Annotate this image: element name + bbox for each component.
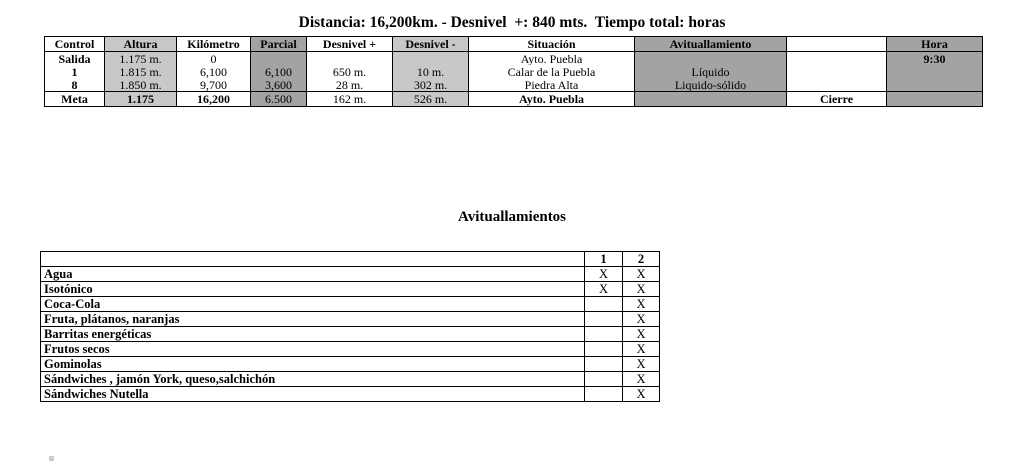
cell-situacion: Calar de la Puebla — [469, 65, 635, 78]
cell-situacion: Ayto. Puebla — [469, 92, 635, 107]
cell-situacion: Piedra Alta — [469, 78, 635, 92]
cell-altura: 1.850 m. — [105, 78, 177, 92]
supply-name: Gominolas — [41, 357, 585, 372]
cell-hora: 9:30 — [887, 52, 983, 66]
supply-name: Sándwiches Nutella — [41, 387, 585, 402]
list-item — [41, 342, 660, 357]
header-kilometro: Kilómetro — [177, 37, 251, 52]
list-item — [41, 327, 660, 342]
supply-name: Frutos secos — [41, 342, 585, 357]
cell-desnivel-neg — [393, 52, 469, 66]
list-item — [41, 387, 660, 402]
supply-mark-2: X — [623, 327, 660, 342]
table-row — [45, 52, 983, 66]
cell-control: Meta — [45, 92, 105, 107]
header-parcial: Parcial — [251, 37, 307, 52]
cell-altura: 1.175 m. — [105, 52, 177, 66]
cell-desnivel-pos — [307, 52, 393, 66]
header-altura: Altura — [105, 37, 177, 52]
supplies-header-col-2: 2 — [623, 252, 660, 267]
supply-mark-2: X — [623, 342, 660, 357]
supply-mark-1 — [585, 342, 623, 357]
cell-extra — [787, 52, 887, 66]
cell-kilometro: 6,100 — [177, 65, 251, 78]
cell-desnivel-pos: 650 m. — [307, 65, 393, 78]
route-header-row — [45, 37, 983, 52]
supply-mark-1 — [585, 297, 623, 312]
cell-parcial: 3,600 — [251, 78, 307, 92]
supply-mark-2: X — [623, 372, 660, 387]
cell-extra: Cierre — [787, 92, 887, 107]
cell-desnivel-pos: 162 m. — [307, 92, 393, 107]
cell-parcial: 6.500 — [251, 92, 307, 107]
header-control: Control — [45, 37, 105, 52]
cell-desnivel-pos: 28 m. — [307, 78, 393, 92]
header-avituallamiento: Avituallamiento — [635, 37, 787, 52]
cell-hora — [887, 92, 983, 107]
cell-control: 1 — [45, 65, 105, 78]
cell-desnivel-neg: 10 m. — [393, 65, 469, 78]
supply-name: Sándwiches , jamón York, queso,salchichón — [41, 372, 585, 387]
header-hora: Hora — [887, 37, 983, 52]
header-extra — [787, 37, 887, 52]
supply-mark-1: X — [585, 282, 623, 297]
supply-name: Agua — [41, 267, 585, 282]
supply-name: Coca-Cola — [41, 297, 585, 312]
list-item — [41, 282, 660, 297]
supplies-title: Avituallamientos — [457, 209, 567, 225]
supply-mark-1: X — [585, 267, 623, 282]
supply-mark-1 — [585, 372, 623, 387]
cell-control: 8 — [45, 78, 105, 92]
supply-mark-2: X — [623, 297, 660, 312]
cell-desnivel-neg: 526 m. — [393, 92, 469, 107]
cell-kilometro: 16,200 — [177, 92, 251, 107]
cell-avituallamiento — [635, 52, 787, 66]
supply-mark-1 — [585, 387, 623, 402]
supply-mark-1 — [585, 327, 623, 342]
supplies-table — [40, 251, 660, 402]
header-desnivel-pos: Desnivel + — [307, 37, 393, 52]
list-item — [41, 312, 660, 327]
cell-extra — [787, 65, 887, 78]
cell-hora — [887, 65, 983, 78]
supply-mark-2: X — [623, 282, 660, 297]
supply-mark-1 — [585, 312, 623, 327]
list-item — [41, 267, 660, 282]
cell-hora — [887, 78, 983, 92]
cell-control: Salida — [45, 52, 105, 66]
supplies-header-row — [41, 252, 660, 267]
header-situacion: Situación — [469, 37, 635, 52]
list-item — [41, 297, 660, 312]
supply-mark-2: X — [623, 357, 660, 372]
supplies-header-blank — [41, 252, 585, 267]
supply-mark-2: X — [623, 312, 660, 327]
page-marker — [49, 456, 54, 461]
header-desnivel-neg: Desnivel - — [393, 37, 469, 52]
supply-mark-2: X — [623, 387, 660, 402]
cell-altura: 1.815 m. — [105, 65, 177, 78]
cell-avituallamiento: Liquido-sólido — [635, 78, 787, 92]
supply-name: Fruta, plátanos, naranjas — [41, 312, 585, 327]
supply-mark-2: X — [623, 267, 660, 282]
table-row — [45, 78, 983, 92]
route-table — [44, 36, 983, 107]
cell-avituallamiento: Líquido — [635, 65, 787, 78]
cell-situacion: Ayto. Puebla — [469, 52, 635, 66]
list-item — [41, 372, 660, 387]
cell-avituallamiento — [635, 92, 787, 107]
cell-desnivel-neg: 302 m. — [393, 78, 469, 92]
cell-parcial — [251, 52, 307, 66]
document-title: Distancia: 16,200km. - Desnivel +: 840 mts. Tiempo total: horas — [298, 14, 726, 31]
supplies-header-col-1: 1 — [585, 252, 623, 267]
cell-kilometro: 9,700 — [177, 78, 251, 92]
supply-name: Barritas energéticas — [41, 327, 585, 342]
list-item — [41, 357, 660, 372]
cell-kilometro: 0 — [177, 52, 251, 66]
supply-name: Isotónico — [41, 282, 585, 297]
table-row-meta — [45, 92, 983, 107]
cell-altura: 1.175 — [105, 92, 177, 107]
cell-extra — [787, 78, 887, 92]
table-row — [45, 65, 983, 78]
cell-parcial: 6,100 — [251, 65, 307, 78]
supply-mark-1 — [585, 357, 623, 372]
